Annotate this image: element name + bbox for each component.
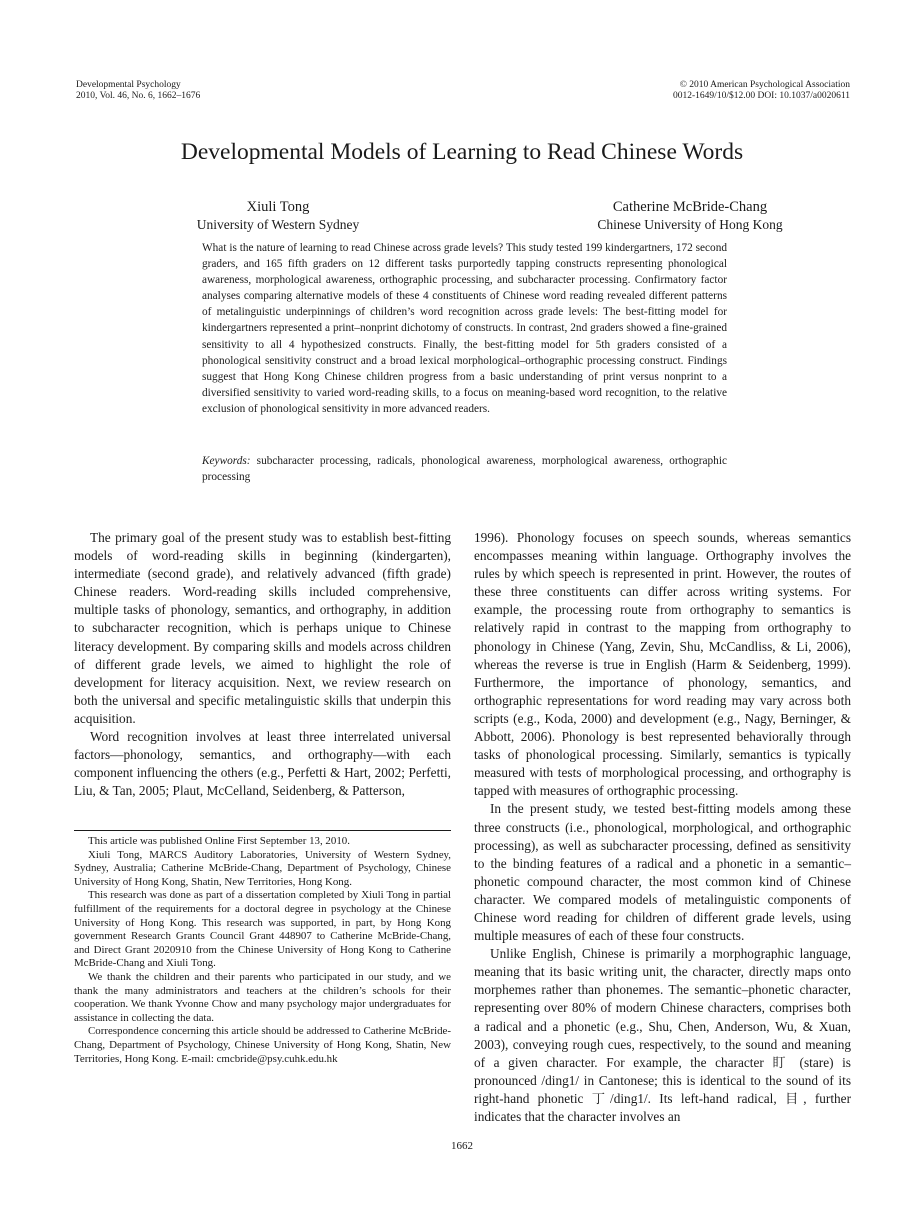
abstract: What is the nature of learning to read Chinese across grade levels? This study tested 199 kindergartners, 172 second graders, and 165 fifth graders on 12 different tasks purportedly tapping constructs representing phonological awareness, morphological awareness, orthographic processing, and subcharacter processing. Confirmatory factor analyses comparing alternative models of these 4 constituents of Chinese word reading revealed different patterns of metalinguistic underpinnings of children’s word recognition across grade levels: The best-fitting model for kindergartners represented a print–nonprint dichotomy of constructs. In contrast, 2nd graders showed a fine-grained sensitivity to all 4 hypothesized constructs. Finally, the best-fitting model for 5th graders consisted of a phonological sensitivity construct and a broad lexical morphological–orthographic processing construct. Findings suggest that Hong Kong Chinese children progress from a basic understanding of print versus nonprint to a diversified sensitivity to varied word-reading skills, to a focus on meaning-based word recognition, to the relative exclusion of phonological sensitivity in more advanced readers. xyxy=(202,242,727,415)
page-number: 1662 xyxy=(451,1140,473,1152)
author-name: Catherine McBride-Chang xyxy=(612,199,768,215)
journal-name: Developmental Psychology xyxy=(76,80,181,90)
footnote: Xiuli Tong, MARCS Auditory Laboratories, University of Western Sydney, Sydney, Australia; Catherine McBride-Chang, Department of Psychology, Chinese University of Hong Kong, Shatin, New Territories, Hong Kong. xyxy=(74,848,451,888)
doi-line: 0012-1649/10/$12.00 DOI: 10.1037/a0020611 xyxy=(673,91,850,101)
footnote: Correspondence concerning this article should be addressed to Catherine McBride-Chang, Department of Psychology, Chinese University of Hong Kong, Shatin, New Territories, Hong Kong. E-mail: cmcbride@psy.cuhk.edu.hk xyxy=(74,1025,451,1065)
copyright-line: © 2010 American Psychological Association xyxy=(679,80,850,90)
author-name: Xiuli Tong xyxy=(246,199,310,215)
body-paragraph: 1996). Phonology focuses on speech sounds, whereas semantics encompasses meaning within language. Orthography involves the rules by which speech is represented in print. However, the routes of these three constituents can differ across writing systems. For example, the processing route from orthography to semantics is relatively rapid in contrast to the mapping from orthography to phonology in Chinese (Yang, Zevin, Shu, McCandliss, & Li, 2006), whereas the reverse is true in English (Harm & Seidenberg, 1999). Furthermore, the importance of phonology, semantics, and orthographic representations for word reading may vary across both scripts (e.g., Koda, 2000) and development (e.g., Nagy, Berninger, & Abbott, 2006). Phonology is best represented behaviorally through tasks of phonological processing. Similarly, semantics is typically measured with tests of morphological processing, and orthography is tapped with measures of orthographic processing. xyxy=(474,530,851,799)
footnotes xyxy=(74,830,451,1066)
keywords xyxy=(202,453,727,485)
body-paragraph: Unlike English, Chinese is primarily a morphographic language, meaning that its basic writing unit, the character, directly maps onto morphemes rather than phonemes. The semantic–phonetic character, representing over 80% of modern Chinese characters, comprises both a radical and a phonetic (e.g., Shu, Chen, Anderson, Wu, & Xuan, 2003), conveying rough cues, respectively, to the sound and meaning of a given character. For example, the character 盯 (stare) is pronounced /ding1/ in Cantonese; this is identical to the sound of its right-hand phonetic 丁/ding1/. Its left-hand radical, 目, further indicates that the character involves an xyxy=(474,946,851,1124)
body-paragraph: Word recognition involves at least three interrelated universal factors—phonology, semantics, and orthography—with each component influencing the others (e.g., Perfetti & Hart, 2002; Perfetti, Liu, & Tan, 2005; Plaut, McCelland, Seidenberg, & Patterson, xyxy=(74,729,451,799)
keywords-label: Keywords: xyxy=(202,455,251,467)
author-block-1 xyxy=(158,198,398,234)
author-block-2 xyxy=(540,198,840,234)
body-column-left xyxy=(74,529,451,800)
author-affiliation: University of Western Sydney xyxy=(196,217,360,232)
copyright-block xyxy=(673,80,850,102)
keywords-text: subcharacter processing, radicals, phonological awareness, morphological awareness, orthographic processing xyxy=(202,455,727,484)
footnote: We thank the children and their parents who participated in our study, and we thank the many administrators and teachers at the children’s schools for their cooperation. We thank Yvonne Chow and many psychology major undergraduates for assistance in collecting the data. xyxy=(74,970,451,1024)
footnote: This research was done as part of a dissertation completed by Xiuli Tong in partial fulfillment of the requirements for a doctoral degree in psychology at the Chinese University of Hong Kong. This research was supported, in part, by Hong Kong government Research Grants Council Grant 448907 to Catherine McBride-Chang, and Direct Grant 2020910 from the Chinese University of Hong Kong to Catherine McBride-Chang and Xiuli Tong. xyxy=(74,889,451,970)
journal-citation xyxy=(76,80,200,102)
footnote: This article was published Online First September 13, 2010. xyxy=(88,835,350,847)
body-paragraph: In the present study, we tested best-fitting models among these three constructs (i.e., phonological, morphological, and orthographic processing), as well as subcharacter processing, defined as sensitivity to the binding features of a radical and a phonetic in a semantic–phonetic compound character, the most common kind of Chinese character. We compared models of metalinguistic components of Chinese word reading for children of different grade levels, using multiple measures of each of these four constructs. xyxy=(474,801,851,944)
article-title: Developmental Models of Learning to Read Chinese Words xyxy=(180,139,744,165)
body-paragraph: The primary goal of the present study was to establish best-fitting models of word-reading skills in beginning (kindergarten), intermediate (second grade), and relatively advanced (fifth grade) Chinese readers. Word-reading skills included comprehensive, multiple tasks of phonology, semantics, and orthography, in addition to subcharacter recognition, which is perhaps unique to Chinese literacy development. By comparing skills and models across children of different grade levels, we aimed to highlight the role of development for literacy acquisition. Next, we review research on both the universal and specific metalinguistic skills that underpin this acquisition. xyxy=(74,530,451,726)
journal-volume: 2010, Vol. 46, No. 6, 1662–1676 xyxy=(76,91,201,101)
body-column-right xyxy=(474,529,851,1126)
author-affiliation: Chinese University of Hong Kong xyxy=(597,217,783,232)
